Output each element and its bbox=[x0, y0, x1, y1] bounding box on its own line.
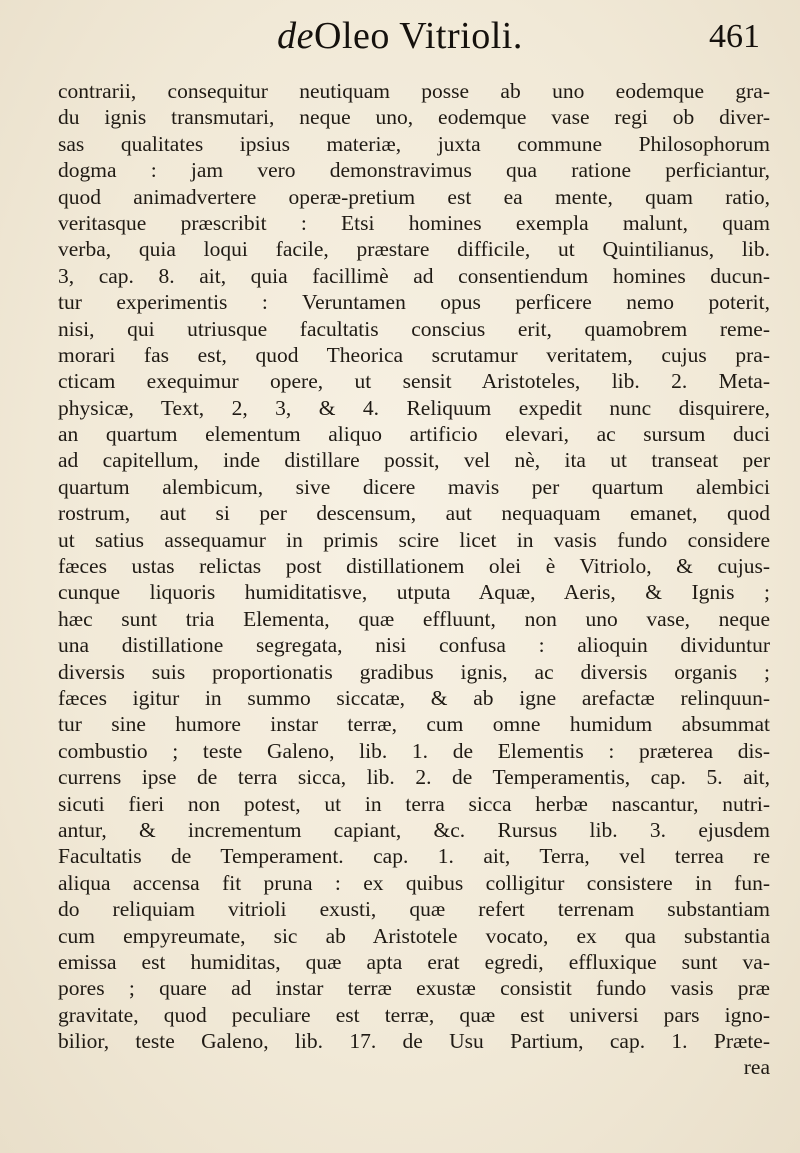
text-line: fæces igitur in summo siccatæ, & ab igne arefactæ relinquun- bbox=[58, 685, 770, 710]
catchword: rea bbox=[743, 1055, 770, 1080]
running-title-rest: Oleo Vitrioli. bbox=[314, 15, 523, 57]
text-line: hæc sunt tria Elementa, quæ effluunt, non uno vase, neque bbox=[58, 606, 770, 631]
text-line: quod animadvertere operæ-pretium est ea mente, quam ratio, bbox=[58, 184, 770, 209]
text-line: an quartum elementum aliquo artificio elevari, ac sursum duci bbox=[58, 422, 770, 447]
text-line: verba, quia loqui facile, præstare difficile, ut Quintilianus, lib. bbox=[58, 237, 770, 262]
page-header bbox=[0, 8, 800, 68]
text-line: cum empyreumate, sic ab Aristotele vocato, ex qua substantia bbox=[58, 923, 770, 948]
text-line: ut satius assequamur in primis scire licet in vasis fundo considere bbox=[58, 527, 770, 552]
text-line: du ignis transmutari, neque uno, eodemque vase regi ob diver- bbox=[58, 105, 770, 130]
text-line: quartum alembicum, sive dicere mavis per quartum alembici bbox=[58, 474, 770, 499]
text-line: currens ipse de terra sicca, lib. 2. de Temperamentis, cap. 5. ait, bbox=[58, 765, 770, 790]
text-line: rostrum, aut si per descensum, aut nequaquam emanet, quod bbox=[58, 501, 770, 526]
running-title bbox=[0, 14, 800, 58]
text-line: tur sine humore instar terræ, cum omne humidum absummat bbox=[58, 712, 770, 737]
text-line: bilior, teste Galeno, lib. 17. de Usu Partium, cap. 1. Præte- bbox=[58, 1029, 770, 1054]
text-line: contrarii, consequitur neutiquam posse ab uno eodemque gra- bbox=[58, 79, 770, 103]
running-title-italic: de bbox=[277, 15, 315, 57]
text-line: sas qualitates ipsius materiæ, juxta commune Philosophorum bbox=[58, 131, 770, 156]
text-line: combustio ; teste Galeno, lib. 1. de Elementis : præterea dis- bbox=[58, 738, 770, 763]
text-line: nisi, qui utriusque facultatis conscius erit, quamobrem reme- bbox=[58, 316, 770, 341]
text-line: fæces ustas relictas post distillationem olei è Vitriolo, & cujus- bbox=[58, 554, 770, 579]
text-line: una distillatione segregata, nisi confusa : alioquin dividuntur bbox=[58, 633, 770, 658]
text-line: gravitate, quod peculiare est terræ, quæ est universi pars igno- bbox=[58, 1002, 770, 1027]
text-line: 3, cap. 8. ait, quia facillimè ad consentiendum homines ducun- bbox=[58, 263, 770, 288]
text-line: morari fas est, quod Theorica scrutamur veritatem, cujus pra- bbox=[58, 342, 770, 367]
text-line: aliqua accensa fit pruna : ex quibus colligitur consistere in fun- bbox=[58, 870, 770, 895]
text-line: cunque liquoris humiditatisve, utputa Aquæ, Aeris, & Ignis ; bbox=[58, 580, 770, 605]
text-line: Facultatis de Temperament. cap. 1. ait, Terra, vel terrea re bbox=[58, 844, 770, 869]
text-line: emissa est humiditas, quæ apta erat egredi, effluxique sunt va- bbox=[58, 949, 770, 974]
text-line: ad capitellum, inde distillare possit, vel nè, ita ut transeat per bbox=[58, 448, 770, 473]
text-line: physicæ, Text, 2, 3, & 4. Reliquum expedit nunc disquirere, bbox=[58, 395, 770, 420]
text-line: veritasque præscribit : Etsi homines exempla malunt, quam bbox=[58, 210, 770, 235]
text-line: dogma : jam vero demonstravimus qua ratione perficiantur, bbox=[58, 158, 770, 183]
text-line: diversis suis proportionatis gradibus ignis, ac diversis organis ; bbox=[58, 659, 770, 684]
page-number: 461 bbox=[709, 18, 760, 55]
text-line: pores ; quare ad instar terræ exustæ consistit fundo vasis præ bbox=[58, 976, 770, 1001]
text-line: tur experimentis : Veruntamen opus perficere nemo poterit, bbox=[58, 290, 770, 315]
text-line: do reliquiam vitrioli exusti, quæ refert terrenam substantiam bbox=[58, 897, 770, 922]
text-line: cticam exequimur opere, ut sensit Aristoteles, lib. 2. Meta- bbox=[58, 369, 770, 394]
text-line: antur, & incrementum capiant, &c. Rursus lib. 3. ejusdem bbox=[58, 817, 770, 842]
text-line: sicuti fieri non potest, ut in terra sicca herbæ nascantur, nutri- bbox=[58, 791, 770, 816]
body-text bbox=[58, 78, 770, 1081]
